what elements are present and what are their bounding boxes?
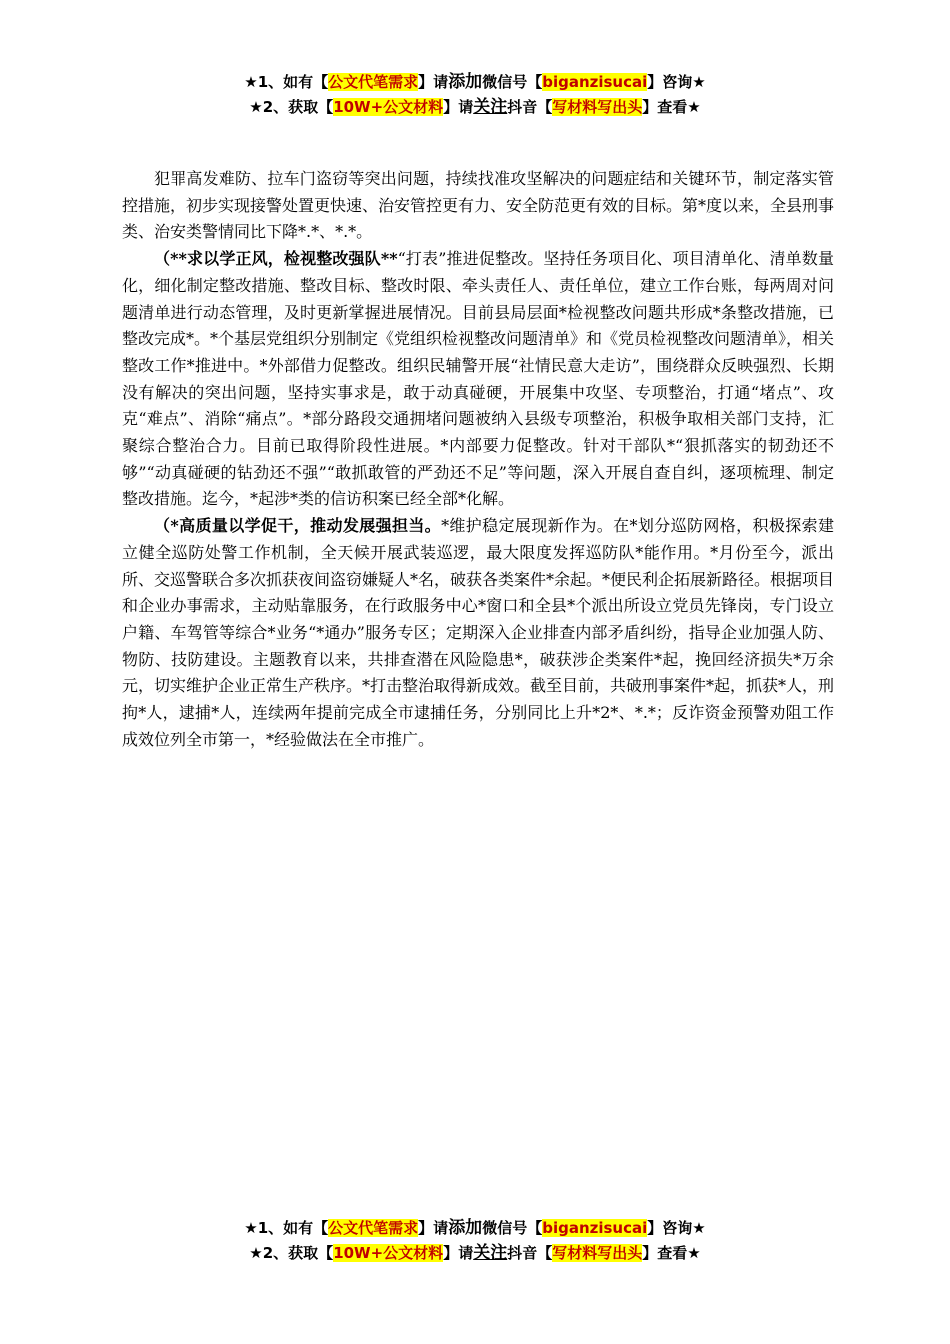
banner-text: 】请 <box>443 1244 474 1262</box>
paragraph-text: 犯罪高发难防、拉车门盗窃等突出问题，持续找准攻坚解决的问题症结和关键环节，制定落实管控措施，初步实现接警处置更快速、治安管控更有力、安全防范更有效的目标。第*度以来，全县刑事类、治安类警情同比下降*.*、*.*。 <box>122 169 835 242</box>
highlight-text: 公文代笔需求 <box>328 1219 419 1237</box>
paragraph-3 <box>122 513 834 753</box>
highlight-text: biganzisucai <box>542 1219 648 1237</box>
document-body <box>122 166 834 753</box>
banner-text: ★1、如有【 <box>244 73 329 91</box>
banner-text: 】请 <box>418 73 449 91</box>
footer-banner <box>0 1216 950 1266</box>
highlight-text: biganzisucai <box>542 73 648 91</box>
banner-line-2 <box>0 95 950 120</box>
paragraph-text: “打表”推进促整改。坚持任务项目化、项目清单化、清单数量化，细化制定整改措施、整改目标、整改时限、牵头责任人、责任单位，建立工作台账，每两周对问题清单进行动态管理，及时更新掌握进展情况。目前县局层面*检视整改问题共形成*条整改措施，已整改完成*。*个基层党组织分别制定《党组织检视整改问题清单》和《党员检视整改问题清单》，相关整改工作*推进中。*外部借力促整改。组织民辅警开展“社情民意大走访”，围绕群众反映强烈、长期没有解决的突出问题，坚持实事求是，敢于动真碰硬，开展集中攻坚、专项整治，打通“堵点”、攻克“难点”、消除“痛点”。*部分路段交通拥堵问题被纳入县级专项整治，积极争取相关部门支持，汇聚综合整治合力。目前已取得阶段性进展。*内部要力促整改。针对干部队*“狠抓落实的韧劲还不够”“动真碰硬的钻劲还不强”“敢抓敢管的严劲还不足”等问题，深入开展自查自纠，逐项梳理、制定整改措施。迄今，*起涉*类的信访积案已经全部*化解。 <box>122 249 835 509</box>
banner-text: 】查看★ <box>642 1244 701 1262</box>
emphasis-text: 关注 <box>473 97 508 117</box>
section-heading: （*高质量以学促干，推动发展强担当。 <box>154 516 442 536</box>
banner-text: 】查看★ <box>642 98 701 116</box>
banner-text: ★2、获取【 <box>249 98 334 116</box>
banner-text: 】请 <box>418 1219 449 1237</box>
paragraph-1 <box>122 166 834 246</box>
highlight-text: 写材料写出头 <box>552 1244 643 1262</box>
banner-text: 】咨询★ <box>647 1219 706 1237</box>
banner-text: 抖音【 <box>507 1244 553 1262</box>
banner-text: ★1、如有【 <box>244 1219 329 1237</box>
highlight-text: 10W+公文材料 <box>333 1244 444 1262</box>
banner-line-1 <box>0 1216 950 1241</box>
banner-text: 抖音【 <box>507 98 553 116</box>
highlight-text: 10W+公文材料 <box>333 98 444 116</box>
emphasis-text: 添加 <box>448 72 483 92</box>
banner-text: 微信号【 <box>482 1219 543 1237</box>
highlight-text: 写材料写出头 <box>552 98 643 116</box>
banner-line-1 <box>0 70 950 95</box>
banner-text: ★2、获取【 <box>249 1244 334 1262</box>
paragraph-text: *维护稳定展现新作为。在*划分巡防网格，积极探索建立健全巡防处警工作机制，全天候开展武装巡逻，最大限度发挥巡防队*能作用。*月份至今，派出所、交巡警联合多次抓获夜间盗窃嫌疑人*名，破获各类案件*余起。*便民利企拓展新路径。根据项目和企业办事需求，主动贴靠服务，在行政服务中心*窗口和全县*个派出所设立党员先锋岗，专门设立户籍、车驾管等综合*业务“*通办”服务专区；定期深入企业排查内部矛盾纠纷，指导企业加强人防、物防、技防建设。主题教育以来，共排查潜在风险隐患*，破获涉企类案件*起，挽回经济损失*万余元，切实维护企业正常生产秩序。*打击整治取得新成效。截至目前，共破刑事案件*起，抓获*人，刑拘*人，逮捕*人，连续两年提前完成全市逮捕任务，分别同比上升*2*、*.*；反诈资金预警劝阻工作成效位列全市第一，*经验做法在全市推广。 <box>122 516 835 749</box>
banner-text: 】咨询★ <box>647 73 706 91</box>
banner-line-2 <box>0 1241 950 1266</box>
header-banner <box>0 70 950 120</box>
paragraph-2 <box>122 246 834 513</box>
banner-text: 】请 <box>443 98 474 116</box>
banner-text: 微信号【 <box>482 73 543 91</box>
highlight-text: 公文代笔需求 <box>328 73 419 91</box>
section-heading: （**求以学正风，检视整改强队** <box>154 249 398 269</box>
emphasis-text: 关注 <box>473 1243 508 1263</box>
emphasis-text: 添加 <box>448 1218 483 1238</box>
